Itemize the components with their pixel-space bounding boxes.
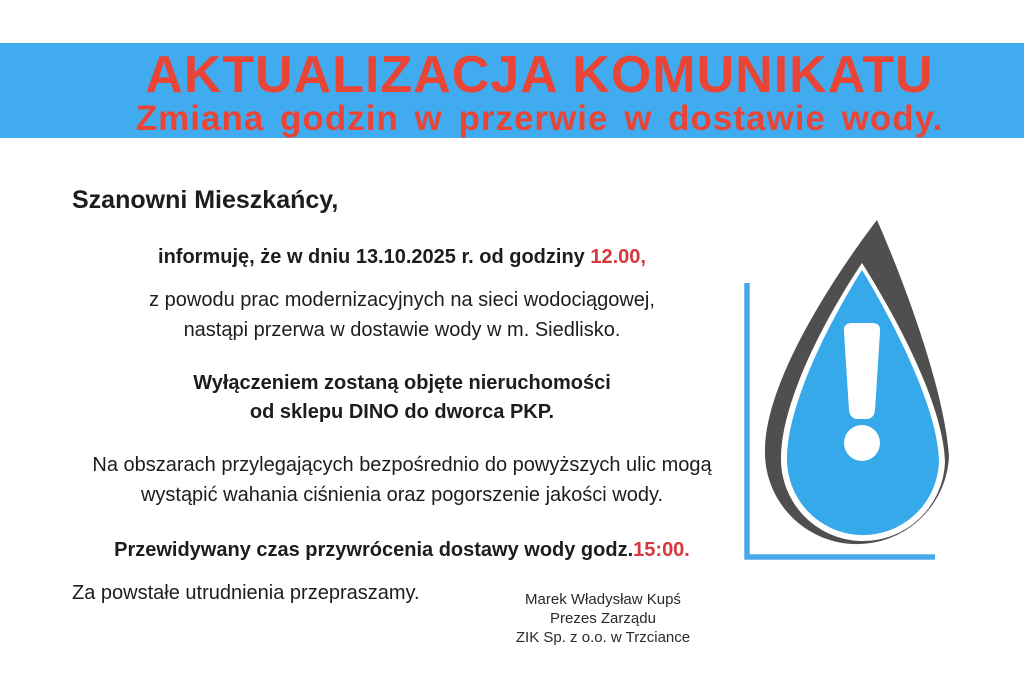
water-drop-alert-icon xyxy=(737,220,962,570)
signature-block xyxy=(512,590,694,647)
banner-inner xyxy=(0,46,1024,144)
paragraph-scope-line1: Wyłączeniem zostaną objęte nieruchomości xyxy=(193,372,611,394)
signature-role: Prezes Zarządu xyxy=(550,610,656,627)
banner-subtitle: Zmiana godzin w przerwie w dostawie wody. xyxy=(135,99,944,138)
signature-name: Marek Władysław Kupś xyxy=(525,591,681,608)
exclamation-bar-icon xyxy=(844,323,880,419)
paragraph-scope xyxy=(72,369,732,427)
exclamation-dot-icon xyxy=(844,425,880,461)
paragraph-pressure xyxy=(72,450,732,510)
paragraph-date xyxy=(72,242,732,272)
paragraph-pressure-line2: wystąpić wahania ciśnienia oraz pogorszenie jakości wody. xyxy=(140,484,664,506)
paragraph-cause-line2: nastąpi przerwa w dostawie wody w m. Siedlisko. xyxy=(183,319,621,341)
paragraph-restore xyxy=(72,535,732,565)
banner xyxy=(0,43,1024,138)
paragraph-scope-line2: od sklepu DINO do dworca PKP. xyxy=(249,401,555,423)
paragraph-pressure-line1: Na obszarach przylegających bezpośrednio do powyższych ulic mogą xyxy=(92,454,712,476)
start-time-highlight: 12.00, xyxy=(590,246,646,268)
paragraph-cause xyxy=(72,285,732,345)
paragraph-restore-text: Przewidywany czas przywrócenia dostawy wody godz. xyxy=(114,539,634,561)
paragraph-date-text: informuję, że w dniu 13.10.2025 r. od godziny xyxy=(158,246,591,268)
apology-text: Za powstałe utrudnienia przepraszamy. xyxy=(72,582,420,604)
signature-company: ZIK Sp. z o.o. w Trzciance xyxy=(515,629,691,646)
salutation: Szanowni Mieszkańcy, xyxy=(72,186,339,214)
banner-title: AKTUALIZACJA KOMUNIKATU xyxy=(145,46,934,104)
restore-time-highlight: 15:00. xyxy=(633,539,690,561)
paragraph-cause-line1: z powodu prac modernizacyjnych na sieci wodociągowej, xyxy=(149,289,655,311)
